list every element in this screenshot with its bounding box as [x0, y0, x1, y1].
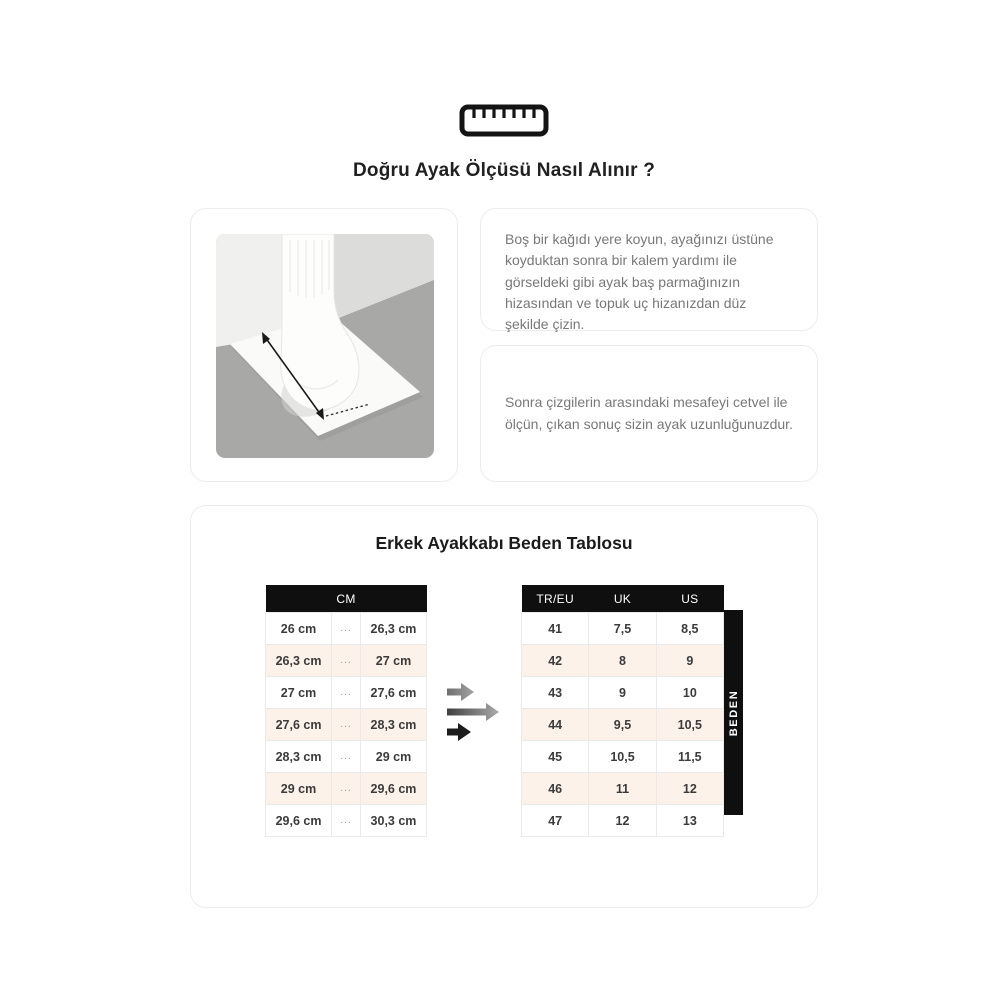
size-table-header-row [522, 585, 724, 613]
table-cell: 29,6 cm [266, 805, 332, 837]
table-cell: 12 [589, 805, 656, 837]
table-cell: 13 [656, 805, 723, 837]
table-cell: 47 [522, 805, 589, 837]
page-title: Doğru Ayak Ölçüsü Nasıl Alınır ? [352, 160, 655, 181]
table-cell: ... [332, 709, 361, 741]
international-size-table [521, 585, 724, 837]
size-table-header-uk: UK [589, 585, 656, 613]
ruler-icon [459, 104, 549, 137]
size-table-body [522, 613, 724, 837]
table-cell: 29 cm [360, 741, 426, 773]
table-cell: 8,5 [656, 613, 723, 645]
table-cell: 46 [522, 773, 589, 805]
cm-table-body [266, 613, 427, 837]
table-cell: 12 [656, 773, 723, 805]
table-cell: 11 [589, 773, 656, 805]
table-row [522, 645, 724, 677]
table-cell: ... [332, 645, 361, 677]
table-row [522, 613, 724, 645]
table-cell: 9 [656, 645, 723, 677]
table-cell: 27 cm [266, 677, 332, 709]
table-cell: 42 [522, 645, 589, 677]
table-cell: 28,3 cm [266, 741, 332, 773]
table-row [266, 677, 427, 709]
table-cell: 43 [522, 677, 589, 709]
table-cell: 26 cm [266, 613, 332, 645]
table-row [522, 773, 724, 805]
instruction-step-2-text: Sonra çizgilerin arasındaki mesafeyi cetvel ile ölçün, çıkan sonuç sizin ayak uzunluğunuzdur. [505, 394, 793, 432]
table-row [522, 677, 724, 709]
table-cell: 41 [522, 613, 589, 645]
table-cell: 11,5 [656, 741, 723, 773]
instruction-step-1-card [480, 208, 818, 331]
instruction-step-2-card [480, 345, 818, 482]
cm-table [265, 585, 427, 837]
size-table-card [190, 505, 818, 908]
foot-measurement-photo [216, 234, 434, 458]
cm-table-header-row [266, 585, 427, 613]
table-cell: 45 [522, 741, 589, 773]
table-row [266, 709, 427, 741]
size-tables-row [191, 585, 817, 837]
table-cell: 10,5 [656, 709, 723, 741]
table-row [522, 709, 724, 741]
cm-table-header: CM [266, 585, 427, 613]
foot-photo-card [190, 208, 458, 482]
table-cell: 44 [522, 709, 589, 741]
table-cell: 28,3 cm [360, 709, 426, 741]
table-row [266, 741, 427, 773]
table-cell: 27,6 cm [266, 709, 332, 741]
table-row [522, 805, 724, 837]
table-cell: ... [332, 613, 361, 645]
table-cell: 7,5 [589, 613, 656, 645]
arrows-box [427, 585, 521, 744]
conversion-arrows-icon [446, 680, 502, 744]
table-cell: 26,3 cm [360, 613, 426, 645]
size-table-header-treu: TR/EU [522, 585, 589, 613]
beden-side-label: BEDEN [727, 689, 740, 736]
table-cell: 30,3 cm [360, 805, 426, 837]
table-cell: 9 [589, 677, 656, 709]
table-cell: 8 [589, 645, 656, 677]
table-cell: ... [332, 677, 361, 709]
table-cell: 10,5 [589, 741, 656, 773]
table-cell: ... [332, 773, 361, 805]
instruction-step-1-text: Boş bir kağıdı yere koyun, ayağınızı üstüne koyduktan sonra bir kalem yardımı ile görseldeki gibi ayak baş parmağınızın hizasından ve topuk uç hizanızdan düz şekilde çizin. [505, 231, 774, 333]
size-table-title: Erkek Ayakkabı Beden Tablosu [375, 533, 633, 553]
beden-side-bar [724, 610, 743, 815]
table-cell: 9,5 [589, 709, 656, 741]
table-row [266, 773, 427, 805]
table-cell: ... [332, 805, 361, 837]
instructions-section [190, 208, 818, 482]
table-row [266, 613, 427, 645]
table-cell: 29 cm [266, 773, 332, 805]
size-table-header-us: US [656, 585, 723, 613]
table-cell: 27 cm [360, 645, 426, 677]
instruction-cards [480, 208, 818, 482]
table-cell: 26,3 cm [266, 645, 332, 677]
table-cell: 27,6 cm [360, 677, 426, 709]
table-cell: 10 [656, 677, 723, 709]
table-cell: 29,6 cm [360, 773, 426, 805]
table-row [266, 805, 427, 837]
table-row [522, 741, 724, 773]
table-cell: ... [332, 741, 361, 773]
ruler-icon-row [190, 104, 818, 137]
table-row [266, 645, 427, 677]
